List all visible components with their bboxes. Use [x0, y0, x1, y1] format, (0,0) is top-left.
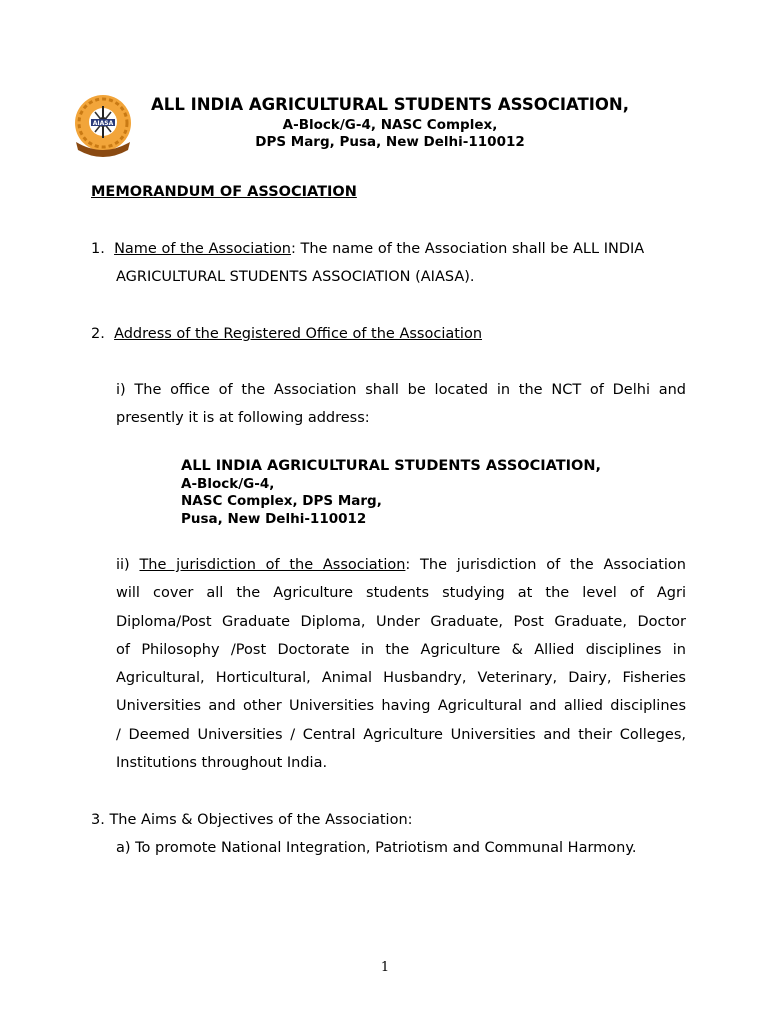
jurisdiction-text: : The jurisdiction of the Association	[405, 557, 686, 573]
jurisdiction-line: will cover all the Agriculture students studying at the level of Agri	[116, 585, 686, 602]
section1-heading: Name of the Association	[114, 241, 292, 257]
jurisdiction-line: / Deemed Universities / Central Agriculture Universities and their Colleges,	[116, 726, 686, 743]
page-number: 1	[380, 960, 390, 975]
registered-address-line4: Pusa, New Delhi-110012	[181, 510, 367, 527]
jurisdiction-prefix: ii)	[116, 557, 140, 573]
jurisdiction-heading: The jurisdiction of the Association	[139, 557, 406, 573]
jurisdiction-line: Institutions throughout India.	[116, 755, 328, 772]
section1-text: : The name of the Association shall be ALL INDIA	[291, 241, 645, 257]
section2-item-i-line2: presently it is at following address:	[116, 410, 370, 426]
memo-title: MEMORANDUM OF ASSOCIATION	[91, 184, 357, 200]
section2-line	[91, 320, 482, 348]
jurisdiction-line: Universities and other Universities having Agricultural and allied disciplines	[116, 698, 686, 715]
jurisdiction-line: Diploma/Post Graduate Diploma, Under Graduate, Post Graduate, Doctor	[116, 613, 686, 630]
jurisdiction-line	[116, 551, 686, 579]
registered-address-line3: NASC Complex, DPS Marg,	[181, 493, 382, 509]
org-name-heading: ALL INDIA AGRICULTURAL STUDENTS ASSOCIATION,	[151, 95, 629, 114]
registered-address-line2: A-Block/G-4,	[181, 475, 275, 492]
section3-item-a: a) To promote National Integration, Patriotism and Communal Harmony.	[116, 840, 637, 856]
jurisdiction-paragraph	[116, 551, 686, 777]
section2-item-i-line1: i) The office of the Association shall be located in the NCT of Delhi and	[116, 382, 686, 398]
registered-address-line1: ALL INDIA AGRICULTURAL STUDENTS ASSOCIATION,	[181, 458, 601, 474]
logo-text: AIASA	[92, 120, 114, 127]
jurisdiction-line: of Philosophy /Post Doctorate in the Agriculture & Allied disciplines in	[116, 641, 686, 658]
section1-line1	[91, 235, 691, 263]
section2-heading: Address of the Registered Office of the Association	[114, 326, 483, 342]
aiasa-logo	[70, 92, 136, 160]
section2-number: 2.	[91, 326, 105, 342]
registered-address-block	[181, 458, 601, 528]
section3-heading: 3. The Aims & Objectives of the Association:	[91, 812, 413, 828]
section1-line2: AGRICULTURAL STUDENTS ASSOCIATION (AIASA).	[116, 269, 475, 285]
section1-number: 1.	[91, 241, 105, 257]
org-address-line1: A-Block/G-4, NASC Complex,	[282, 117, 498, 133]
jurisdiction-line: Agricultural, Horticultural, Animal Husbandry, Veterinary, Dairy, Fisheries	[116, 670, 686, 687]
org-address-line2: DPS Marg, Pusa, New Delhi-110012	[255, 134, 525, 150]
